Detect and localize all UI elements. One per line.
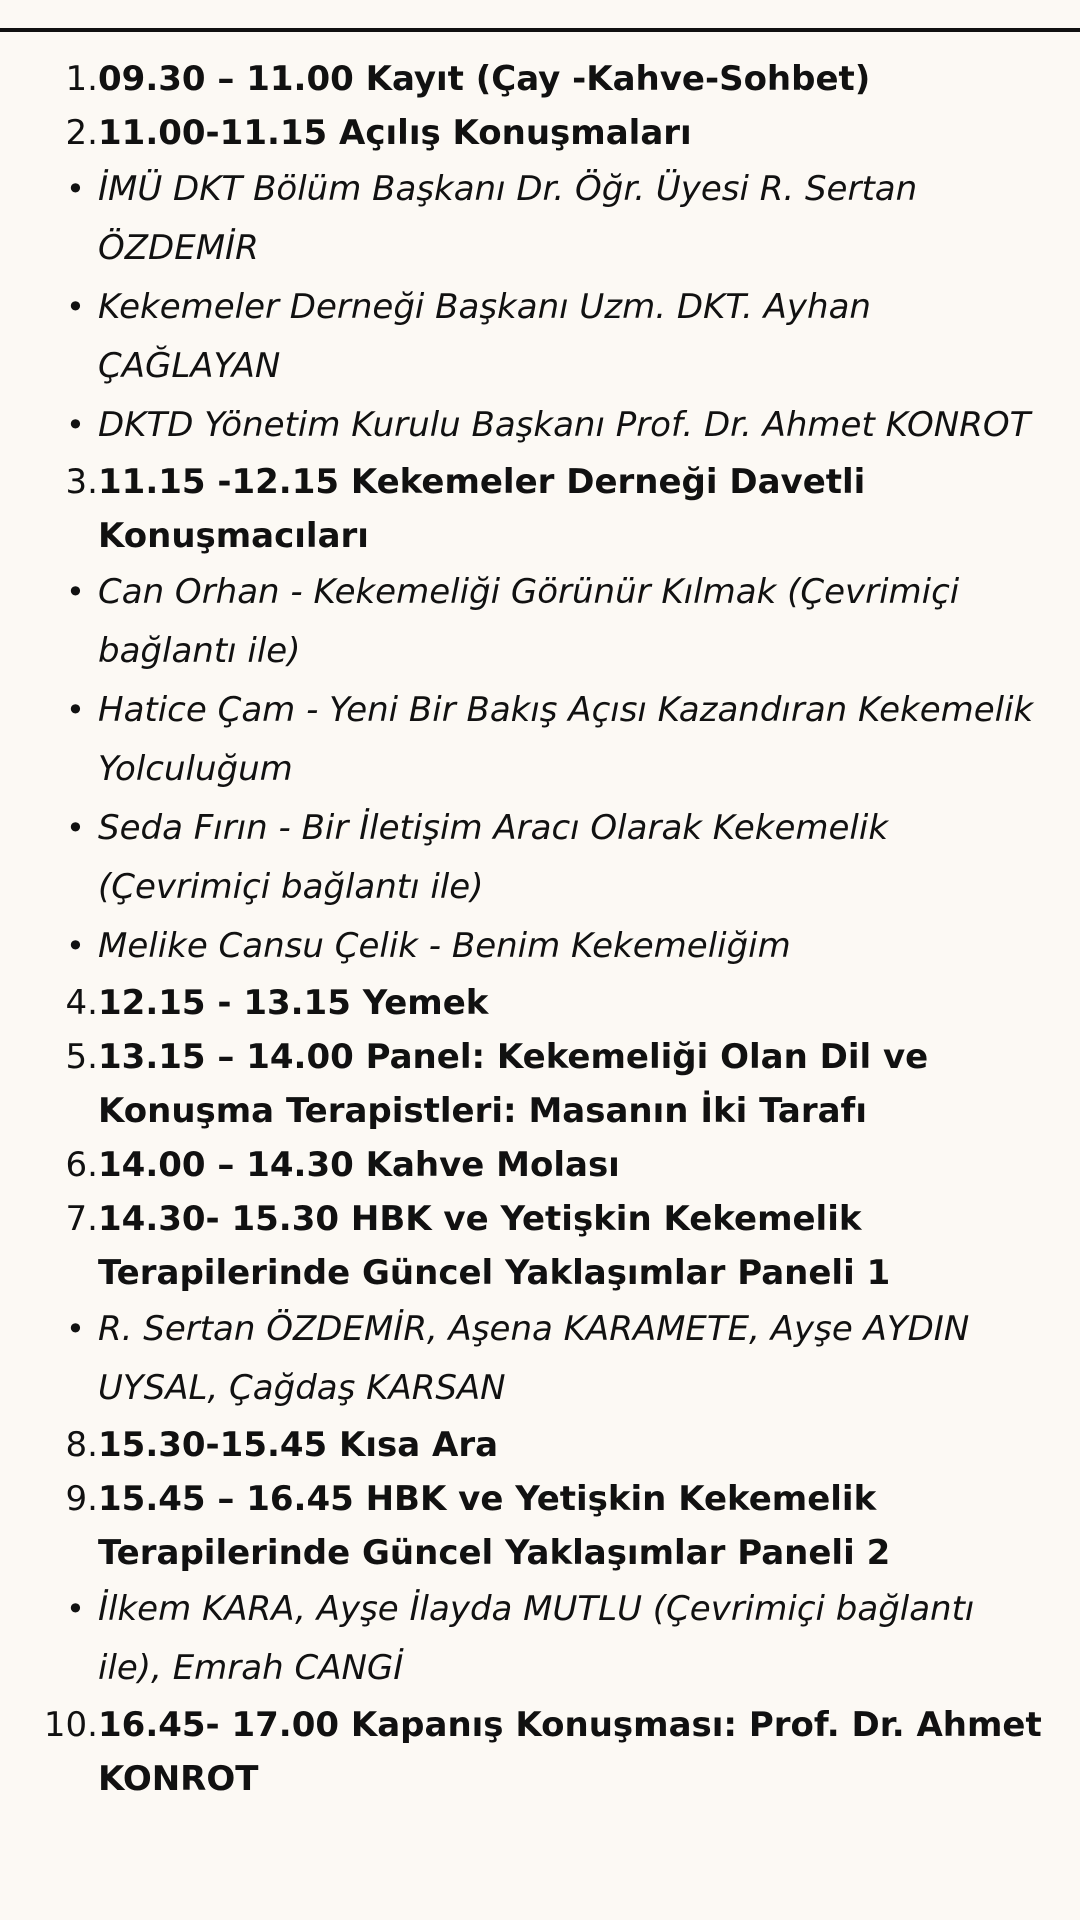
bullet-icon: • (66, 927, 85, 965)
top-divider (0, 28, 1080, 32)
speaker-item (0, 160, 1080, 278)
schedule-item (0, 1418, 1080, 1472)
item-number: 7. (65, 1199, 98, 1239)
bullet-icon: • (66, 288, 85, 326)
speaker-item (0, 278, 1080, 396)
speaker-text: Hatice Çam - Yeni Bir Bakış Açısı Kazandıran Kekemelik Yolculuğum (98, 690, 1034, 789)
program-schedule (0, 52, 1080, 1806)
item-title: 13.15 – 14.00 Panel: Kekemeliği Olan Dil ve Konuşma Terapistleri: Masanın İki Tarafı (98, 1037, 929, 1131)
item-number: 4. (65, 983, 98, 1023)
item-title: 09.30 – 11.00 Kayıt (Çay -Kahve-Sohbet) (98, 59, 871, 99)
schedule-item (0, 455, 1080, 563)
speaker-item (0, 396, 1080, 455)
speaker-item (0, 563, 1080, 681)
schedule-item (0, 1138, 1080, 1192)
bullet-icon: • (66, 170, 85, 208)
item-number: 10. (43, 1705, 98, 1745)
schedule-item (0, 1472, 1080, 1580)
speaker-text: Melike Cansu Çelik - Benim Kekemeliğim (98, 926, 791, 966)
item-title: 11.15 -12.15 Kekemeler Derneği Davetli Konuşmacıları (98, 462, 866, 556)
item-number: 3. (65, 462, 98, 502)
speaker-item (0, 799, 1080, 917)
bullet-icon: • (66, 691, 85, 729)
bullet-icon: • (66, 1310, 85, 1348)
speaker-text: Seda Fırın - Bir İletişim Aracı Olarak Kekemelik (Çevrimiçi bağlantı ile) (98, 808, 889, 907)
schedule-item (0, 52, 1080, 106)
schedule-item (0, 106, 1080, 160)
schedule-item (0, 976, 1080, 1030)
speaker-item (0, 681, 1080, 799)
bullet-icon: • (66, 573, 85, 611)
item-title: 14.00 – 14.30 Kahve Molası (98, 1145, 620, 1185)
speaker-item (0, 1580, 1080, 1698)
item-title: 14.30- 15.30 HBK ve Yetişkin Kekemelik Terapilerinde Güncel Yaklaşımlar Paneli 1 (98, 1199, 891, 1293)
item-title: 16.45- 17.00 Kapanış Konuşması: Prof. Dr. Ahmet KONROT (98, 1705, 1042, 1799)
item-number: 5. (65, 1037, 98, 1077)
item-title: 12.15 - 13.15 Yemek (98, 983, 489, 1023)
speaker-item (0, 1300, 1080, 1418)
item-title: 15.30-15.45 Kısa Ara (98, 1425, 499, 1465)
schedule-item (0, 1698, 1080, 1806)
item-number: 1. (65, 59, 98, 99)
item-number: 9. (65, 1479, 98, 1519)
item-title: 15.45 – 16.45 HBK ve Yetişkin Kekemelik Terapilerinde Güncel Yaklaşımlar Paneli 2 (98, 1479, 891, 1573)
item-number: 6. (65, 1145, 98, 1185)
speaker-text: İlkem KARA, Ayşe İlayda MUTLU (Çevrimiçi bağlantı ile), Emrah CANGİ (98, 1589, 975, 1688)
speaker-text: İMÜ DKT Bölüm Başkanı Dr. Öğr. Üyesi R. Sertan ÖZDEMİR (98, 169, 918, 268)
bullet-icon: • (66, 406, 85, 444)
speaker-text: R. Sertan ÖZDEMİR, Aşena KARAMETE, Ayşe AYDIN UYSAL, Çağdaş KARSAN (98, 1309, 970, 1408)
speaker-text: Kekemeler Derneği Başkanı Uzm. DKT. Ayhan ÇAĞLAYAN (98, 287, 871, 386)
bullet-icon: • (66, 809, 85, 847)
schedule-item (0, 1192, 1080, 1300)
speaker-item (0, 917, 1080, 976)
item-number: 8. (65, 1425, 98, 1465)
bullet-icon: • (66, 1590, 85, 1628)
item-title: 11.00-11.15 Açılış Konuşmaları (98, 113, 692, 153)
speaker-text: DKTD Yönetim Kurulu Başkanı Prof. Dr. Ahmet KONROT (98, 405, 1031, 445)
speaker-text: Can Orhan - Kekemeliği Görünür Kılmak (Çevrimiçi bağlantı ile) (98, 572, 960, 671)
schedule-item (0, 1030, 1080, 1138)
item-number: 2. (65, 113, 98, 153)
